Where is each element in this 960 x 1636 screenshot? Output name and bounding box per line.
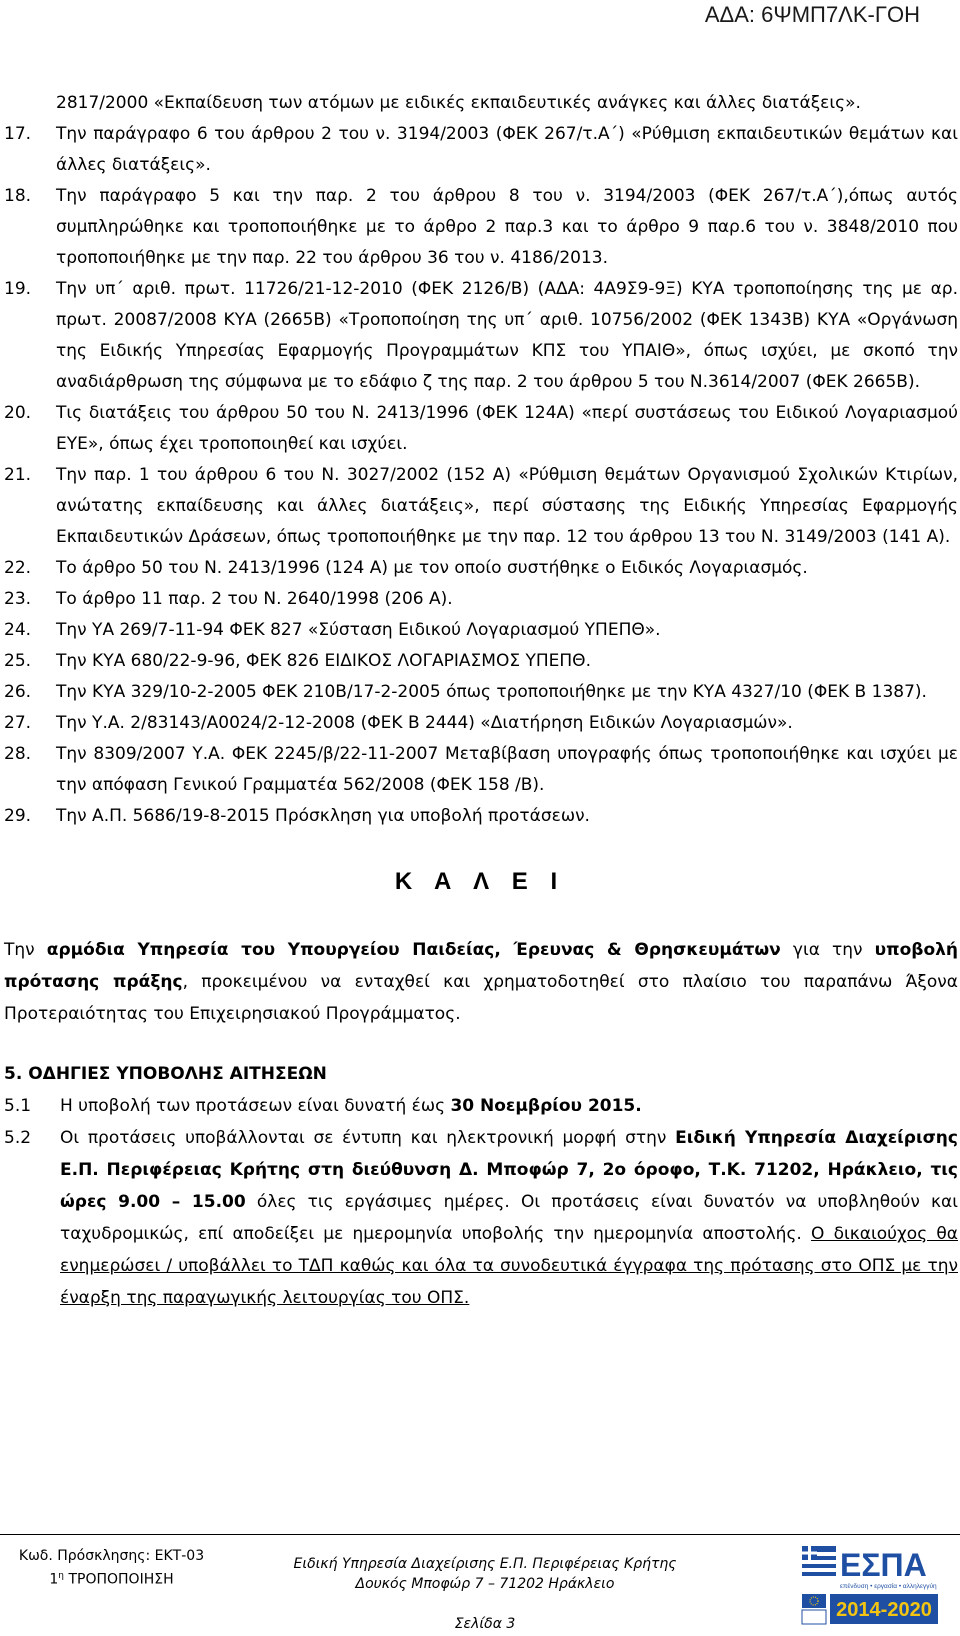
- item-number: 27.: [4, 713, 32, 733]
- item-number: 28.: [4, 744, 32, 764]
- page-footer: [0, 1534, 960, 1634]
- item-text: Την παράγραφο 5 και την παρ. 2 του άρθρου 8 του ν. 3194/2003 (ΦΕΚ 267/τ.Α΄),όπως αυτός συμπληρώθηκε και τροποποιήθηκε με το άρθρο 2 παρ.3 και το άρθρο 9 παρ.6 του ν. 3848/2010 που τροποποιήθηκε με την παρ. 22 του άρθρου 36 του ν. 4186/2013.: [56, 186, 958, 268]
- call-text: για την: [780, 940, 875, 960]
- item-text: Την ΚΥΑ 680/22-9-96, ΦΕΚ 826 ΕΙΔΙΚΟΣ ΛΟΓΑΡΙΑΣΜΟΣ ΥΠΕΠΘ.: [56, 651, 591, 671]
- list-item: [4, 615, 958, 646]
- item-number: 19.: [4, 279, 32, 299]
- item-text: 2817/2000 «Εκπαίδευση των ατόμων με ειδικές εκπαιδευτικές ανάγκες και άλλες διατάξεις».: [56, 93, 861, 113]
- list-item: [4, 398, 958, 460]
- subsection-text: Οι προτάσεις υποβάλλονται σε έντυπη και ηλεκτρονική μορφή στην: [60, 1128, 676, 1148]
- invitation-code: Κωδ. Πρόσκλησης: ΕΚΤ-03: [18, 1548, 205, 1564]
- item-text: Την Υ.Α. 2/83143/Α0024/2-12-2008 (ΦΕΚ Β 2444) «Διατήρηση Ειδικών Λογαριασμών».: [56, 713, 793, 733]
- item-number: 24.: [4, 620, 32, 640]
- list-item: [4, 553, 958, 584]
- ops-notice: Ο δικαιούχος θα ενημερώσει / υποβάλλει το ΤΔΠ καθώς και όλα τα συνοδευτικά έγγραφα της πρότασης στο ΟΠΣ με την έναρξη της παραγωγικής λειτουργίας του ΟΠΣ.: [60, 1224, 958, 1308]
- call-bold-agency: αρμόδια Υπηρεσία του Υπουργείου Παιδείας, Έρευνας & Θρησκευμάτων: [46, 940, 781, 960]
- item-text: Τις διατάξεις του άρθρου 50 του Ν. 2413/1996 (ΦΕΚ 124Α) «περί συστάσεως του Ειδικού Λογαριασμού ΕΥΕ», όπως έχει τροποποιηθεί και ισχύει.: [56, 403, 958, 454]
- item-number: 17.: [4, 124, 32, 144]
- section-title: 5. ΟΔΗΓΙΕΣ ΥΠΟΒΟΛΗΣ ΑΙΤΗΣΕΩΝ: [4, 1064, 327, 1084]
- footer-center: [235, 1554, 735, 1634]
- footer-left: [4, 1546, 219, 1590]
- subsection-number: 5.1: [4, 1096, 32, 1116]
- list-item: [4, 181, 958, 274]
- item-text: Το άρθρο 50 του Ν. 2413/1996 (124 Α) με τον οποίο συστήθηκε ο Ειδικός Λογαριασμός.: [56, 558, 808, 578]
- item-number: 29.: [4, 806, 32, 826]
- footer-agency: Ειδική Υπηρεσία Διαχείρισης Ε.Π. Περιφέρειας Κρήτης: [293, 1556, 677, 1572]
- document-body: [0, 88, 960, 1314]
- espa-logo-title: ΕΣΠΑ: [840, 1547, 927, 1583]
- item-number: 25.: [4, 651, 32, 671]
- item-text: Την ΥΑ 269/7-11-94 ΦΕΚ 827 «Σύσταση Ειδικού Λογαριασμού ΥΠΕΠΘ».: [56, 620, 661, 640]
- item-text: Την Α.Π. 5686/19-8-2015 Πρόσκληση για υποβολή προτάσεων.: [56, 806, 590, 826]
- subsection-text: όλες τις εργάσιμες ημέρες. Οι προτάσεις είναι δυνατόν να υποβληθούν και ταχυδρομικώς, επί αποδείξει με ημερομηνία υποβολής την ημερομηνία αποστολής.: [60, 1192, 958, 1244]
- item-number: 22.: [4, 558, 32, 578]
- item-text: Την παράγραφο 6 του άρθρου 2 του ν. 3194/2003 (ΦΕΚ 267/τ.Α΄) «Ρύθμιση εκπαιδευτικών θεμάτων και άλλες διατάξεις».: [56, 124, 958, 175]
- subsection-5-2: [4, 1122, 958, 1314]
- item-number: 18.: [4, 186, 32, 206]
- espa-logo-years: 2014-2020: [836, 1599, 932, 1621]
- deadline-date: 30 Νοεμβρίου 2015.: [450, 1096, 642, 1116]
- ada-code: ΑΔΑ: 6ΨΜΠ7ΛΚ-ΓΟΗ: [704, 2, 920, 27]
- call-bold-submission: υποβολή πρότασης πράξης: [4, 940, 958, 992]
- revision-label: $1^\eta$ ΤΡΟΠΟΠΟΙΗΣΗ: [49, 1571, 174, 1588]
- item-number: 23.: [4, 589, 32, 609]
- item-number: 26.: [4, 682, 32, 702]
- espa-logo-tagline: επένδυση • εργασία • αλληλεγγύη: [840, 1583, 937, 1590]
- subsection-5-1: [4, 1090, 958, 1122]
- list-item: [4, 460, 958, 553]
- call-text: Την: [4, 940, 47, 960]
- item-number: 20.: [4, 403, 32, 423]
- list-item: [56, 88, 958, 119]
- list-item: [4, 708, 958, 739]
- item-text: Την ΚΥΑ 329/10-2-2005 ΦΕΚ 210Β/17-2-2005 όπως τροποποιήθηκε με την ΚΥΑ 4327/10 (ΦΕΚ Β 1387).: [56, 682, 927, 702]
- list-item: [4, 119, 958, 181]
- kalei-heading: Κ Α Λ Ε Ι: [394, 868, 566, 895]
- list-item: [4, 584, 958, 615]
- page-number: Σελίδα 3: [454, 1616, 516, 1632]
- list-item: [4, 677, 958, 708]
- subsection-number: 5.2: [4, 1128, 32, 1148]
- list-item: [4, 274, 958, 398]
- espa-flag-icon: [802, 1546, 836, 1576]
- item-text: Την παρ. 1 του άρθρου 6 του Ν. 3027/2002 (152 Α) «Ρύθμιση θεμάτων Οργανισμού Σχολικών Κτιρίων, ανώτατης εκπαίδευσης και άλλες διατάξεις», περί σύστασης της Ειδικής Υπηρεσίας Εφαρμογής Εκπαιδευτικών Δράσεων, όπως τροποποιήθηκε με την παρ. 12 του άρθρου 13 του Ν. 3149/2003 (141 Α).: [56, 465, 958, 547]
- footer-address: Δουκός Μποφώρ 7 – 71202 Ηράκλειο: [355, 1576, 615, 1592]
- item-text: Την υπ΄ αριθ. πρωτ. 11726/21-12-2010 (ΦΕΚ 2126/Β) (ΑΔΑ: 4Α9Σ9-9Ξ) ΚΥΑ τροποποίησης της με αρ. πρωτ. 20087/2008 ΚΥΑ (2665Β) «Τροποποίηση της υπ΄ αριθ. 10756/2002 (ΦΕΚ 1343Β) ΚΥΑ «Οργάνωση της Ειδικής Υπηρεσίας Εφαρμογής Προγραμμάτων ΚΠΣ του ΥΠΑΙΘ», όπως ισχύει, με σκοπό την αναδιάρθρωση της σύμφωνα με το εδάφιο ζ της παρ. 2 του άρθρου 5 του Ν.3614/2007 (ΦΕΚ 2665Β).: [56, 279, 958, 392]
- list-item: [4, 801, 958, 832]
- subsection-text: Η υποβολή των προτάσεων είναι δυνατή έως: [60, 1096, 451, 1116]
- submission-address: Ειδική Υπηρεσία Διαχείρισης Ε.Π. Περιφέρειας Κρήτης στη διεύθυνση Δ. Μποφώρ 7, 2ο όροφο, Τ.Κ. 71202, Ηράκλειο, τις ώρες 9.00 – 15.00: [60, 1128, 958, 1212]
- list-item: [4, 646, 958, 677]
- list-item: [4, 739, 958, 801]
- item-number: 21.: [4, 465, 32, 485]
- espa-logo: [790, 1542, 950, 1632]
- call-paragraph: [4, 934, 958, 1030]
- call-text: , προκειμένου να ενταχθεί και χρηματοδοτηθεί στο πλαίσιο του παραπάνω Άξονα Προτεραιότητας του Επιχειρησιακού Προγράμματος.: [4, 972, 959, 1024]
- item-text: Το άρθρο 11 παρ. 2 του Ν. 2640/1998 (206 Α).: [56, 589, 453, 609]
- item-text: Την 8309/2007 Υ.Α. ΦΕΚ 2245/β/22-11-2007 Μεταβίβαση υπογραφής όπως τροποποιήθηκε και ισχύει με την απόφαση Γενικού Γραμματέα 562/2008 (ΦΕΚ 158 /Β).: [56, 744, 958, 795]
